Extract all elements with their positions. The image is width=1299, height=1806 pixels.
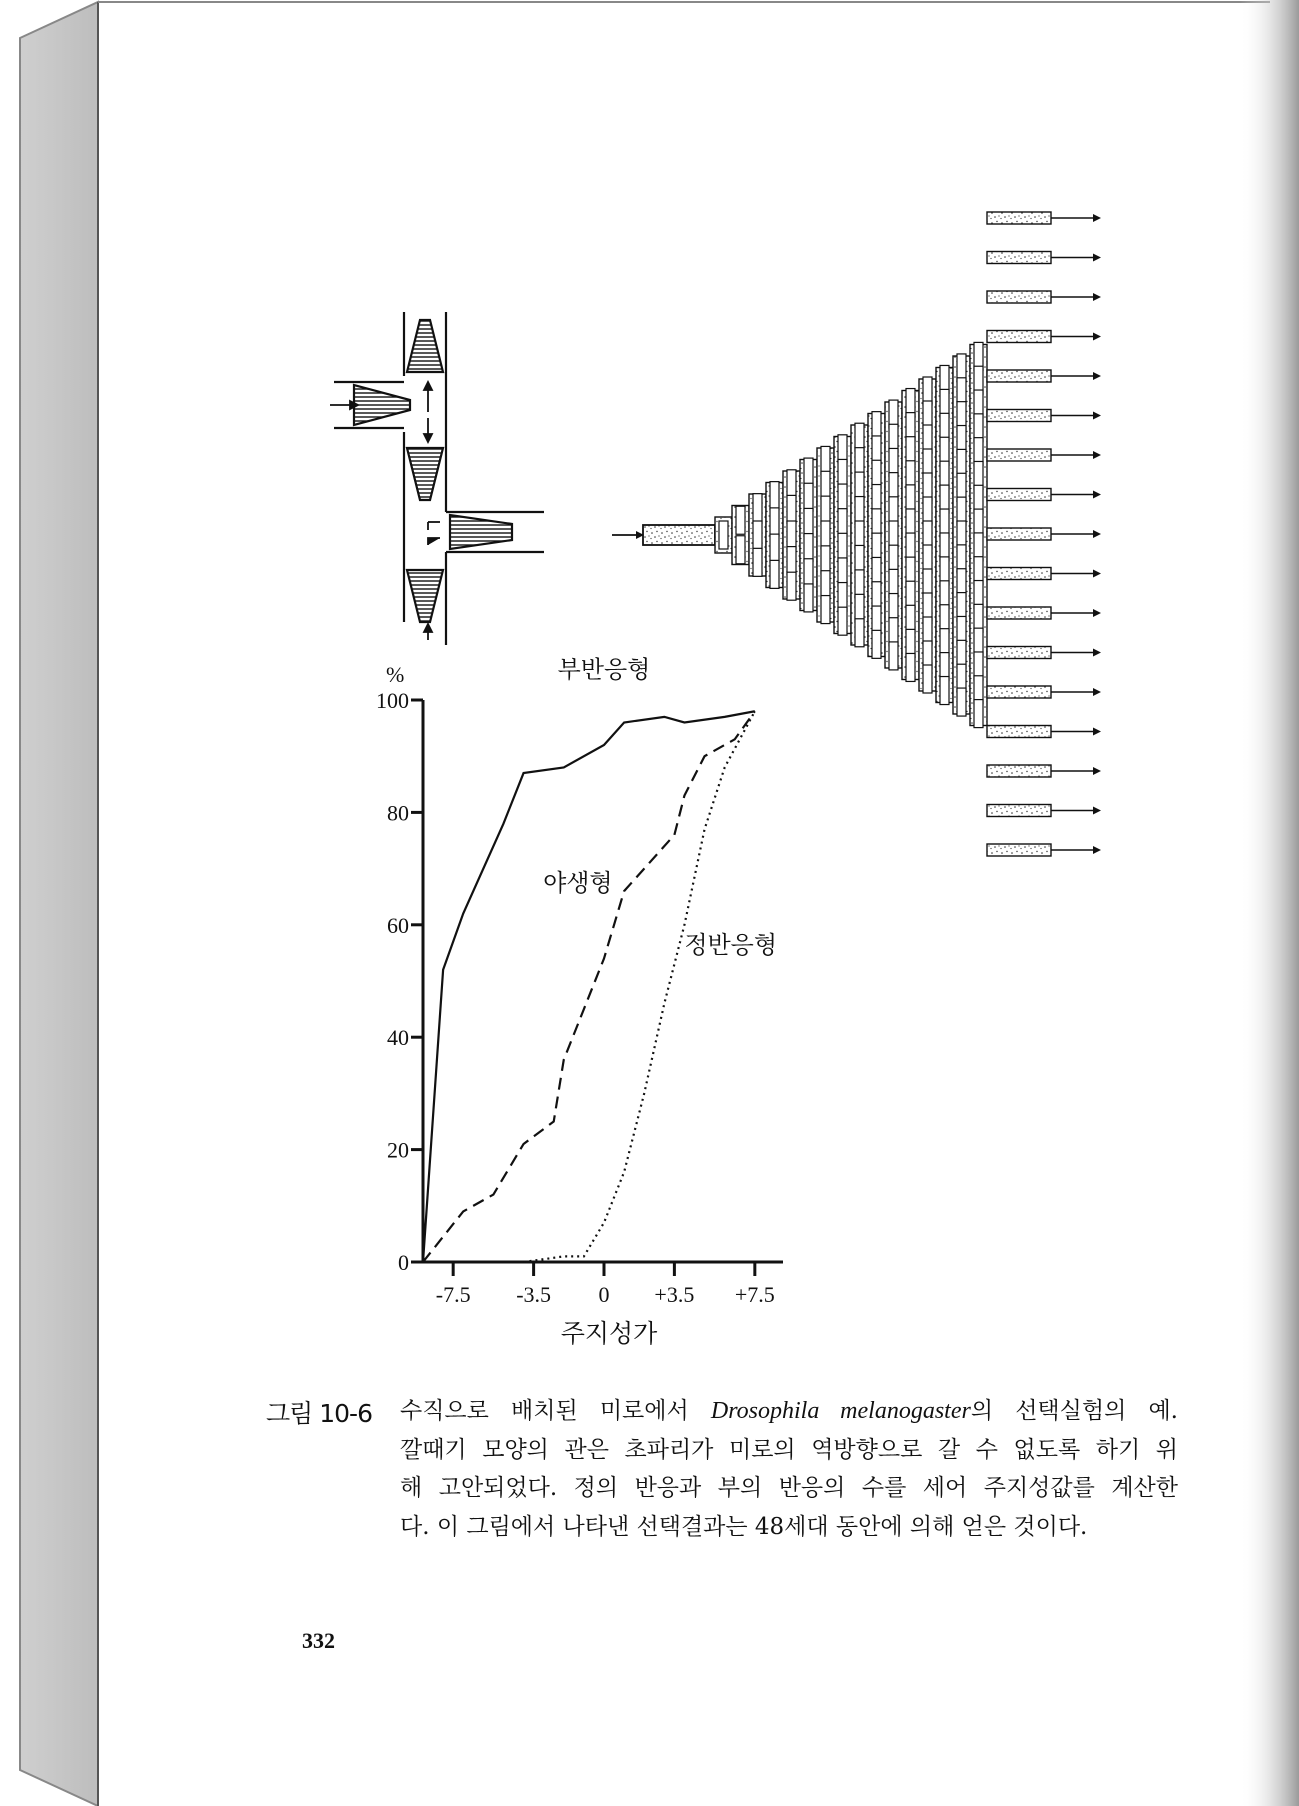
maze-cell — [838, 435, 847, 463]
maze-cell — [838, 583, 847, 611]
maze-cell — [923, 665, 932, 693]
maze-cell — [719, 521, 728, 549]
maze-cell — [821, 596, 830, 624]
maze-cell — [804, 458, 813, 486]
x-tick-label: -3.5 — [516, 1282, 552, 1307]
maze-cell — [770, 508, 779, 536]
maze-exit-arrowhead — [1093, 412, 1101, 420]
maze-cell — [770, 560, 779, 588]
maze-exit-arrowhead — [1093, 491, 1101, 499]
maze-exit-tube — [987, 370, 1051, 382]
maze-exit-tube — [987, 449, 1051, 461]
maze-exit-tube — [987, 686, 1051, 698]
maze-cell — [753, 548, 762, 576]
maze-cell — [906, 653, 915, 681]
series-line-solid — [423, 711, 755, 1262]
maze-cell — [787, 495, 796, 523]
maze-cell — [736, 506, 745, 534]
series-label: 부반응형 — [557, 655, 651, 684]
maze-cell — [855, 521, 864, 549]
maze-exit-tube — [987, 252, 1051, 264]
maze-exit-tube — [987, 331, 1051, 343]
y-tick-label: 100 — [376, 688, 409, 713]
maze-cell — [855, 472, 864, 500]
y-tick-label: 20 — [387, 1137, 409, 1163]
maze-cell — [804, 508, 813, 536]
maze-cell — [804, 559, 813, 587]
geotaxis-chart — [376, 656, 783, 1348]
maze-cell — [753, 494, 762, 522]
maze-exit-tube — [987, 489, 1051, 501]
maze-exit-tube — [987, 528, 1051, 540]
maze-cell — [855, 570, 864, 598]
maze-exit-tube — [987, 726, 1051, 738]
maze-cell — [821, 521, 830, 549]
x-tick-label: -7.5 — [435, 1282, 471, 1307]
maze-cell — [770, 534, 779, 562]
maze-exit-arrowhead — [1093, 609, 1101, 617]
x-tick-label: 0 — [598, 1282, 610, 1307]
maze-exit-tube — [987, 291, 1051, 303]
caption-line-4: 다. 이 그림에서 나타낸 선택결과는 48세대 동안에 의해 얻은 것이다. — [400, 1513, 1088, 1540]
vertical-maze-diagram — [612, 212, 1101, 856]
species-name: Drosophila melanogaster — [710, 1398, 971, 1424]
page-number: 332 — [302, 1628, 335, 1653]
maze-cell — [940, 677, 949, 705]
maze-exit-tube — [987, 765, 1051, 777]
maze-cell — [753, 521, 762, 549]
series-line-dashed — [423, 711, 755, 1262]
maze-exit-tube — [987, 568, 1051, 580]
maze-exit-arrowhead — [1093, 333, 1101, 341]
figure-label: 그림 10-6 — [266, 1399, 372, 1428]
maze-exit-arrowhead — [1093, 214, 1101, 222]
figure-caption — [400, 1392, 1178, 1546]
maze-exit-arrowhead — [1093, 728, 1101, 736]
maze-exit-tube — [987, 647, 1051, 659]
chart-axes — [376, 688, 783, 1307]
chart-series-labels — [543, 656, 777, 959]
maze-cell — [838, 607, 847, 635]
maze-cell — [804, 534, 813, 562]
maze-cell — [838, 558, 847, 586]
caption-line-1: 수직으로 배치된 미로에서 Drosophila melanogaster의 선택실험의 예. — [400, 1398, 1178, 1424]
maze-cell — [855, 423, 864, 451]
maze-cell — [838, 459, 847, 487]
maze-cell — [838, 509, 847, 537]
maze-exit-arrowhead — [1093, 767, 1101, 775]
maze-exit-arrowhead — [1093, 570, 1101, 578]
maze-exit-tube — [987, 607, 1051, 619]
maze-cell — [821, 571, 830, 599]
series-label: 정반응형 — [684, 930, 778, 959]
maze-cell — [974, 700, 983, 728]
maze-exit-arrowhead — [1093, 846, 1101, 854]
maze-cell — [855, 497, 864, 525]
maze-exit-arrowhead — [1093, 649, 1101, 657]
maze-cell — [838, 533, 847, 561]
maze-cell — [821, 546, 830, 574]
chart-y-unit-label: % — [386, 662, 405, 687]
maze-cell — [787, 547, 796, 575]
page-edge-shadow — [1240, 0, 1299, 1806]
maze-cell — [872, 630, 881, 658]
maze-exit-tube — [987, 844, 1051, 856]
maze-cell — [804, 483, 813, 511]
maze-cell — [855, 545, 864, 573]
maze-cell — [770, 482, 779, 510]
maze-cell — [787, 521, 796, 549]
maze-cell — [787, 470, 796, 498]
x-tick-label: +3.5 — [654, 1282, 695, 1307]
y-tick-label: 40 — [387, 1025, 409, 1051]
maze-exit-arrowhead — [1093, 372, 1101, 380]
funnel-tube-diagram — [330, 312, 544, 645]
maze-exit-tube — [987, 212, 1051, 224]
chart-x-axis-title: 주지성가 — [560, 1319, 658, 1348]
maze-exit-arrowhead — [1093, 293, 1101, 301]
maze-exit-arrowhead — [1093, 807, 1101, 815]
maze-exit-arrowhead — [1093, 451, 1101, 459]
maze-exit-arrowhead — [1093, 530, 1101, 538]
caption-line-3: 해 고안되었다. 정의 반응과 부의 반응의 수를 세어 주지성값를 계산한 — [400, 1475, 1178, 1501]
maze-cell — [957, 688, 966, 716]
maze-cell — [821, 471, 830, 499]
maze-cell — [855, 619, 864, 647]
maze-exit-arrowhead — [1093, 688, 1101, 696]
maze-cell — [855, 594, 864, 622]
y-tick-label: 0 — [398, 1250, 409, 1275]
maze-exit-tube — [987, 410, 1051, 422]
y-tick-label: 80 — [387, 800, 409, 826]
series-label: 야생형 — [543, 869, 613, 898]
maze-cell — [855, 448, 864, 476]
maze-cell — [838, 484, 847, 512]
y-tick-label: 60 — [387, 912, 409, 938]
maze-entry-tube — [643, 525, 715, 545]
caption-line-2: 깔때기 모양의 관은 초파리가 미로의 역방향으로 갈 수 없도록 하기 위 — [400, 1436, 1178, 1463]
chart-series-lines — [423, 711, 755, 1262]
maze-cell — [804, 584, 813, 612]
maze-cell — [889, 642, 898, 670]
maze-cell — [821, 496, 830, 524]
maze-cell — [821, 446, 830, 474]
maze-exit-arrowhead — [1093, 254, 1101, 262]
maze-exit-tube — [987, 805, 1051, 817]
maze-cell — [736, 536, 745, 564]
x-tick-label: +7.5 — [734, 1282, 775, 1307]
maze-cell — [787, 572, 796, 600]
series-line-dotted — [524, 711, 755, 1262]
